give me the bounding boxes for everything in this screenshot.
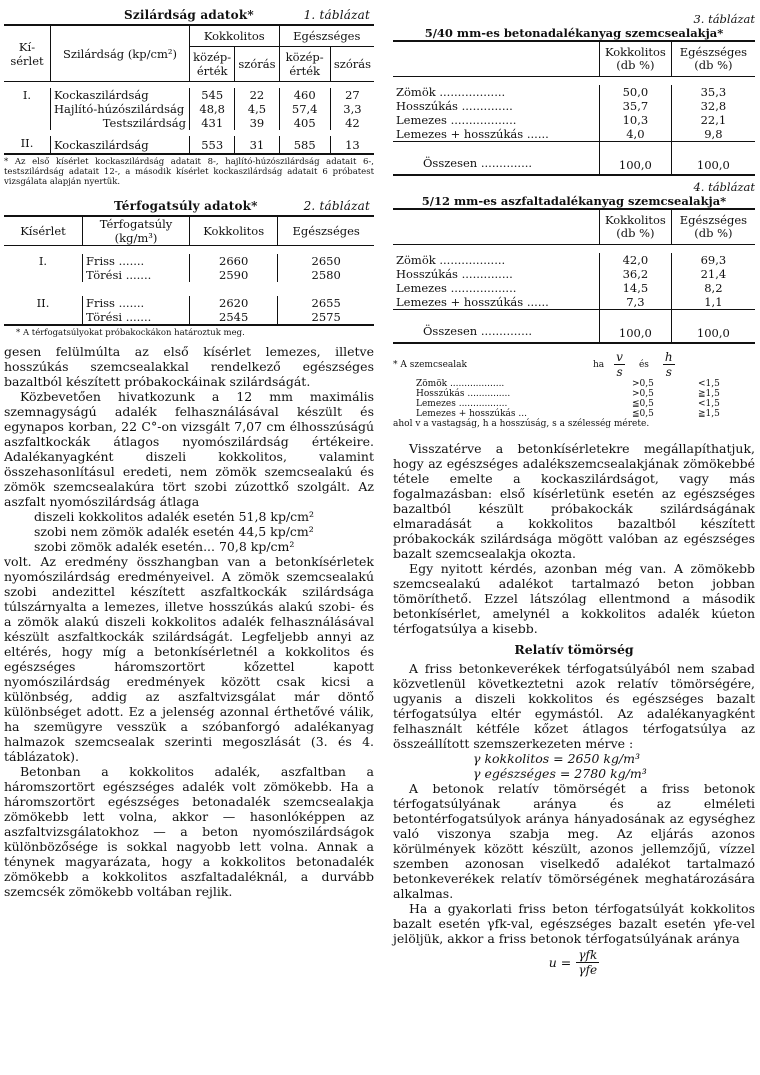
density-equations bbox=[393, 751, 755, 781]
fn-ha: ha bbox=[593, 359, 605, 370]
table4-title: 5/12 mm-es aszfaltadalékanyag szemcsealakja* bbox=[421, 194, 727, 208]
table-row: Lemezes .................. 10,3 22,1 bbox=[393, 113, 755, 127]
left-paragraph-3: volt. Az eredmény összhangban van a betonkísérletek nyomószilárdság eredményeivel. A zömök szemcsealakú szobi andezittel készített aszfaltkockák szilárdsága túlszárnyalta a lemezes, illetve hosszúkás alakú szobi- és a zömök alakú diszeli kokkolitos adalék felhasználásával készült aszfaltkockák szilárdságát. Legfeljebb annyi az eltérés, hogy míg a betonkísérletnél a kokkolitos és egészséges háromszortört kőzettel kapott nyomószilárdság eredmények között csak kicsi a különbség, addig az aszfaltvizsgálat már döntő különbséget adott. Ez a jelenség azonnal érthetővé válik, ha szemügyre vesszük a szóbanforgó adalékanyag halmazok szemcsealak szerinti megoszlását (3. és 4. táblázatok). bbox=[4, 554, 374, 764]
table2-title: Térfogatsúly adatok* bbox=[114, 199, 258, 213]
table4 bbox=[393, 208, 755, 344]
t2-h-tsuly: Térfogatsúly (kg/m³) bbox=[83, 216, 190, 246]
table-row: Lemezes ................. ≦0,5 <1,5 bbox=[416, 399, 720, 409]
table-row: Összesen .............. 100,0 100,0 bbox=[393, 310, 755, 344]
fn-table bbox=[413, 379, 723, 419]
table4-footnote bbox=[393, 350, 755, 429]
table-row: I. Kockaszilárdság 545 22 460 27 bbox=[4, 88, 374, 102]
table3-title: 5/40 mm-es betonadalékanyag szemcsealakja* bbox=[424, 26, 724, 40]
fn-es: és bbox=[638, 359, 649, 370]
right-paragraph-2: Egy nyitott kérdés, azonban még van. A zömökebb szemcsealakú adalékot tartalmazó beton jobban tömöríthető. Ezzel látszólag ellentmond a második betonkísérlet, amelynél a kokkolitos adalék kúeton térfogatsúlya a kisebb. bbox=[393, 561, 755, 636]
table-row: Hosszúkás ............... >0,5 ≧1,5 bbox=[416, 389, 720, 399]
t1-h-szoras-1: szórás bbox=[235, 47, 279, 82]
fn-frac-vs: $\frac{v}{s}$ bbox=[616, 350, 623, 379]
table-row: Törési ....... 2590 2580 bbox=[4, 268, 374, 282]
t1-h-kozep-1: közép-érték bbox=[190, 47, 235, 82]
table1-number: 1. táblázat bbox=[303, 8, 370, 22]
table-row: Összesen .............. 100,0 100,0 bbox=[393, 142, 755, 176]
table1-footnote: * Az első kísérlet kockaszilárdság adatait 8-, hajlító-húzószilárdság adatait 6-, testszilárdság adatait 12-, a második kísérlet kockaszilárdság adatait 6 próbatest vizsgálata alapján nyertük. bbox=[4, 157, 374, 187]
fn-frac-hs: $\frac{h}{s}$ bbox=[664, 350, 673, 379]
right-paragraph-3: A friss betonkeverékek térfogatsúlyából nem szabad közvetlenül következtetni azok relatív tömörségére, ugyanis a diszeli kokkolitos és egészséges bazalt térfogatsúlya eltér egymástól. Az adalékanyagként felhasznált kétféle kőzet átlagos térfogatsúlya az összeállított szemszerkezeten mérve : bbox=[393, 661, 755, 751]
right-paragraph-5: Ha a gyakorlati friss beton térfogatsúlyát kokkolitos bazalt esetén γfk-val, egészséges bazalt esetén γfe-vel jelöljük, akkor a friss betonok térfogatsúlyának aránya bbox=[393, 901, 755, 946]
table-row: Hosszúkás .............. 35,7 32,8 bbox=[393, 99, 755, 113]
table-row: Zömök .................. 42,0 69,3 bbox=[393, 253, 755, 267]
table2-number: 2. táblázat bbox=[303, 199, 370, 213]
table3 bbox=[393, 40, 755, 176]
right-paragraph-1: Visszatérve a betonkísérletekre megállapíthatjuk, hogy az egészséges adalékszemcsealakjának zömökebbé tétele emelte a kockaszilárdságot, vagy más fogalmazásban: első kísérletünk esetén az egészséges bazaltból készült próbakockák szilárdságának elmaradását a kokkolitos bazaltból készített próbakockák szilárdsága mögött valóban az egészséges bazalt szemcsealakja okozta. bbox=[393, 441, 755, 561]
left-paragraph-2: Közbevetően hivatkozunk a 12 mm maximális szemnagyságú adalék felhasználásával készült és egynapos korban, 22 C°-on vizsgált 7,07 cm élhosszúságú aszfaltkockák átlagos nyomószilárdság értékeire. Adalékanyagként diszeli kokkolitos, valamint összehasonlításul eredeti, nem zömök szemcsealakú és zömök szemcsealakúra tört szobi zúzottkő szolgált. Az aszfalt nyomószilárdság átlaga bbox=[4, 389, 374, 509]
equation-1: γ kokkolitos = 2650 kg/m³ bbox=[473, 751, 641, 766]
t4-h1: Kokkolitos (db %) bbox=[600, 209, 672, 245]
list-item: szobi nem zömök adalék esetén 44,5 kp/cm² bbox=[34, 524, 314, 539]
table1-title: Szilárdság adatok* bbox=[124, 8, 254, 22]
table1 bbox=[4, 24, 374, 155]
table-row: Törési ....... 2545 2575 bbox=[4, 310, 374, 325]
ratio-fraction: $\frac{\text{γfk}}{\text{γfe}}$ bbox=[578, 948, 598, 977]
left-paragraph-4: Betonban a kokkolitos adalék, aszfaltban a háromszortört egészséges adalék volt zömökebb. Ha a háromszortört egészséges betonadalék szemcsealakja zömökebb lett volna, akkor — hasonlóképpen az aszfaltvizsgálatokhoz — a beton nyomószilárdságok különbözősége is sokkal nagyobb lett volna. Annak a ténynek magyarázata, hogy a kokkolitos betonadalék zömökebb a kokkolitos aszfaltadaléknál, a durvább szemcsék zömökebb voltában rejlik. bbox=[4, 764, 374, 899]
table-row: Hajlító-húzószilárdság 48,8 4,5 57,4 3,3 bbox=[4, 102, 374, 116]
t2-h-egeszseges: Egészséges bbox=[278, 216, 374, 246]
table2 bbox=[4, 215, 374, 326]
table-row: II. Friss ....... 2620 2655 bbox=[4, 296, 374, 310]
table-row: Lemezes + hosszúkás ... ≦0,5 ≧1,5 bbox=[416, 409, 720, 419]
table-row: II. Kockaszilárdság 553 31 585 13 bbox=[4, 136, 374, 154]
t3-h1: Kokkolitos (db %) bbox=[600, 41, 672, 77]
list-item: diszeli kokkolitos adalék esetén 51,8 kp/cm² bbox=[34, 509, 315, 524]
t4-h2: Egészséges (db %) bbox=[671, 209, 755, 245]
fn-end: ahol v a vastagság, h a hosszúság, s a szélesség mérete. bbox=[393, 419, 650, 429]
table-row: Zömök .................. 50,0 35,3 bbox=[393, 85, 755, 99]
ratio-equation bbox=[393, 948, 755, 977]
table-row: I. Friss ....... 2660 2650 bbox=[4, 254, 374, 268]
table-row: Testszilárdság 431 39 405 42 bbox=[4, 116, 374, 130]
left-paragraph-1: gesen felülmúlta az első kísérlet lemezes, illetve hosszúkás szemcsealakkal rendelkező egészséges bazaltból készített próbakockáinak szilárdságát. bbox=[4, 344, 374, 389]
t1-h-kiserlet: Kí-sérlet bbox=[4, 25, 51, 82]
table2-heading bbox=[114, 199, 370, 213]
t2-h-kokkolitos: Kokkolitos bbox=[190, 216, 278, 246]
table-row: Zömök ................... >0,5 <1,5 bbox=[416, 379, 720, 389]
table1-heading bbox=[124, 8, 370, 22]
table4-number: 4. táblázat bbox=[693, 180, 755, 194]
t1-h-kokkolitos: Kokkolitos bbox=[190, 25, 280, 47]
table2-footnote: * A térfogatsúlyokat próbakockákon határoztuk meg. bbox=[16, 328, 245, 338]
left-column bbox=[4, 0, 374, 899]
t1-h-szilardsag: Szilárdság (kp/cm²) bbox=[51, 25, 190, 82]
right-column bbox=[393, 0, 755, 977]
section-heading: Relatív tömörség bbox=[514, 642, 634, 657]
t1-h-egeszseges: Egészséges bbox=[279, 25, 374, 47]
table-row: Hosszúkás .............. 36,2 21,4 bbox=[393, 267, 755, 281]
fn-intro: * A szemcsealak bbox=[393, 359, 467, 370]
right-paragraph-4: A betonok relatív tömörségét a friss betonok térfogatsúlyának aránya és az elméleti betontérfogatsúlyok aránya hányadosának az egységhez való viszonya szabja meg. Az eljárás azonos körülmények között készült, azonos jellemzőjű, vízzel szemben azonosan viselkedő adalékot tartalmazó betonkeverékek relatív tömörségének meghatározására alkalmas. bbox=[393, 781, 755, 901]
equation-2: γ egészséges = 2780 kg/m³ bbox=[473, 766, 647, 781]
t3-h2: Egészséges (db %) bbox=[671, 41, 755, 77]
t2-h-kiserlet: Kísérlet bbox=[4, 216, 83, 246]
table3-number: 3. táblázat bbox=[693, 12, 755, 26]
list-item: szobi zömök adalék esetén... 70,8 kp/cm² bbox=[34, 539, 295, 554]
table-row: Lemezes .................. 14,5 8,2 bbox=[393, 281, 755, 295]
table-row: Lemezes + hosszúkás ...... 7,3 1,1 bbox=[393, 295, 755, 310]
left-list bbox=[4, 509, 374, 554]
ratio-lhs: u = bbox=[548, 955, 572, 970]
t1-h-szoras-2: szórás bbox=[330, 47, 374, 82]
table-row: Lemezes + hosszúkás ...... 4,0 9,8 bbox=[393, 127, 755, 142]
t1-h-kozep-2: közép-érték bbox=[279, 47, 330, 82]
